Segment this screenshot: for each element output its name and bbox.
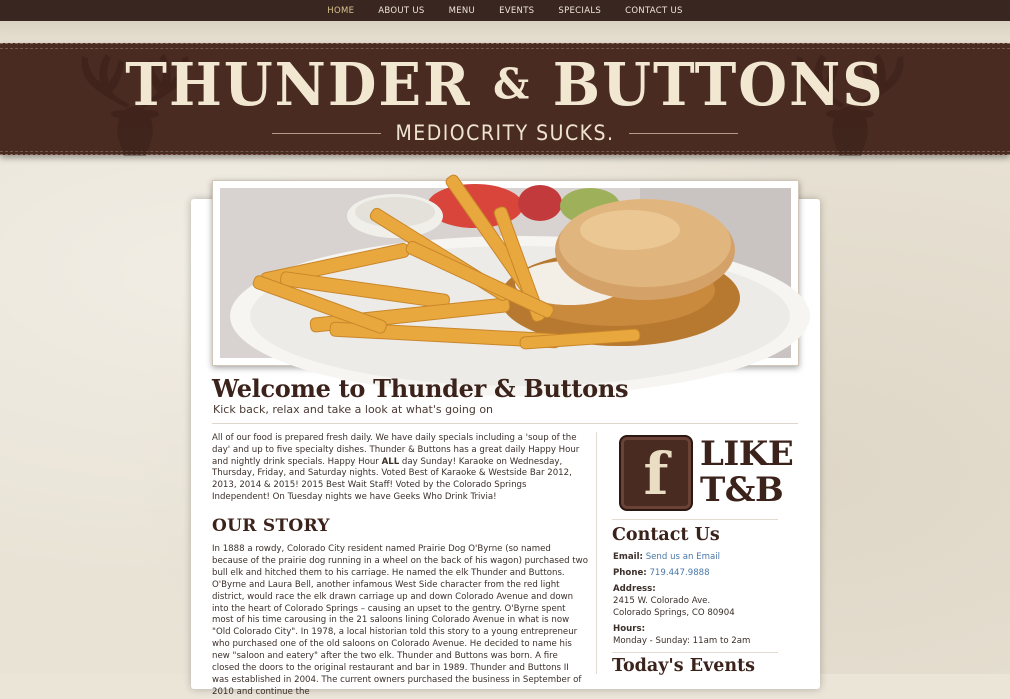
email-link[interactable]: Send us an Email [645,552,721,562]
phone-line [613,568,710,580]
email-line [613,552,720,564]
tagline-rule-left [272,133,381,134]
address-line-2: Colorado Springs, CO 80904 [613,607,735,618]
hours-label: Hours: [613,624,646,634]
nav-menu[interactable]: MENU [448,5,476,16]
sidebar-divider [612,519,778,520]
story-heading: OUR STORY [212,516,330,536]
nav-underlay [0,21,1010,43]
like-line-1: LIKE [700,434,794,474]
address-block [613,584,735,619]
nav-events[interactable]: EVENTS [499,5,535,16]
contact-heading: Contact Us [612,525,720,545]
nav-home[interactable]: HOME [327,5,355,16]
events-heading: Today's Events [612,656,756,676]
column-divider [596,432,597,674]
sidebar-divider [612,652,778,653]
logo-word-buttons: BUTTONS [552,50,885,120]
hero-photo [220,188,791,358]
tagline-rule-right [629,133,738,134]
facebook-like-button[interactable] [619,435,693,511]
nav-about-us[interactable]: ABOUT US [378,5,425,16]
story-paragraph: In 1888 a rowdy, Colorado City resident named Prairie Dog O'Byrne (so named because of the prairie dog running in a wheel on the back of his wagon) purchased two bull elk and hitched them to his carriage. He named the elk Thunder and Buttons. O'Byrne and Laura Bell, another infamous West Side character from the red light district, would race the elk drawn carriage up and down Colorado Avenue and down into the heart of Colorado Springs – causing an upset to the gentry. O'Byrne spent most of his time carousing in the 21 saloons lining Colorado Avenue in what is now "Old Colorado City". In 1978, a local historian told this story to a young entrepreneur who purchased one of the old saloons on Colorado Avenue. He decided to name his new "saloon and eatery" after the two elk. Thunder and Buttons was born. A fire closed the doors to the original restaurant and bar in 1989. Thunder and Buttons II was established in 2004. The current owners purchased the business in September of 2010 and continue the [212,544,588,697]
tagline-row [272,120,738,146]
site-logo[interactable] [0,50,1010,120]
intro-paragraph [212,433,587,504]
address-line-1: 2415 W. Colorado Ave. [613,595,711,606]
burger-and-fries-photo [220,188,791,358]
tagline: MEDIOCRITY SUCKS. [395,121,615,145]
top-nav [0,0,1010,21]
page-subtitle: Kick back, relax and take a look at what's going on [213,403,494,416]
address-label: Address: [613,584,656,594]
intro-text-1: All of our food is prepared fresh daily. We have daily specials including a 'soup of the day' and up to five specialty dishes. Thunder & Buttons has a great daily Happy Hour and nightly drink specials. Happy Hour [212,433,580,467]
facebook-f-icon: f [643,440,669,508]
email-label: Email: [613,552,643,562]
nav-specials[interactable]: SPECIALS [558,5,602,16]
page-title: Welcome to Thunder & Buttons [212,374,629,403]
hero-image-frame [212,180,799,366]
like-tb-label[interactable] [700,434,794,510]
divider [212,423,798,424]
site-header [0,43,1010,155]
hours-block [613,624,750,648]
logo-ampersand: & [493,59,532,110]
intro-bold: ALL [381,456,400,467]
logo-word-thunder: THUNDER [125,50,472,120]
intro-text-2: day Sunday! Karaoke on Wednesday, Thursday, Friday, and Saturday nights. Voted Best of Karaoke & Westside Bar 2012, 2013, 2014 & 2015! 2015 Best Wait Staff! Voted by the Colorado Springs Independent! On Tuesday nights we have Geeks Who Drink Trivia! [212,456,572,502]
hours-value: Monday - Sunday: 11am to 2am [613,635,751,646]
phone-label: Phone: [613,568,647,578]
phone-link[interactable]: 719.447.9888 [649,568,710,578]
like-line-2: T&B [700,470,784,510]
nav-contact-us[interactable]: CONTACT US [625,5,683,16]
